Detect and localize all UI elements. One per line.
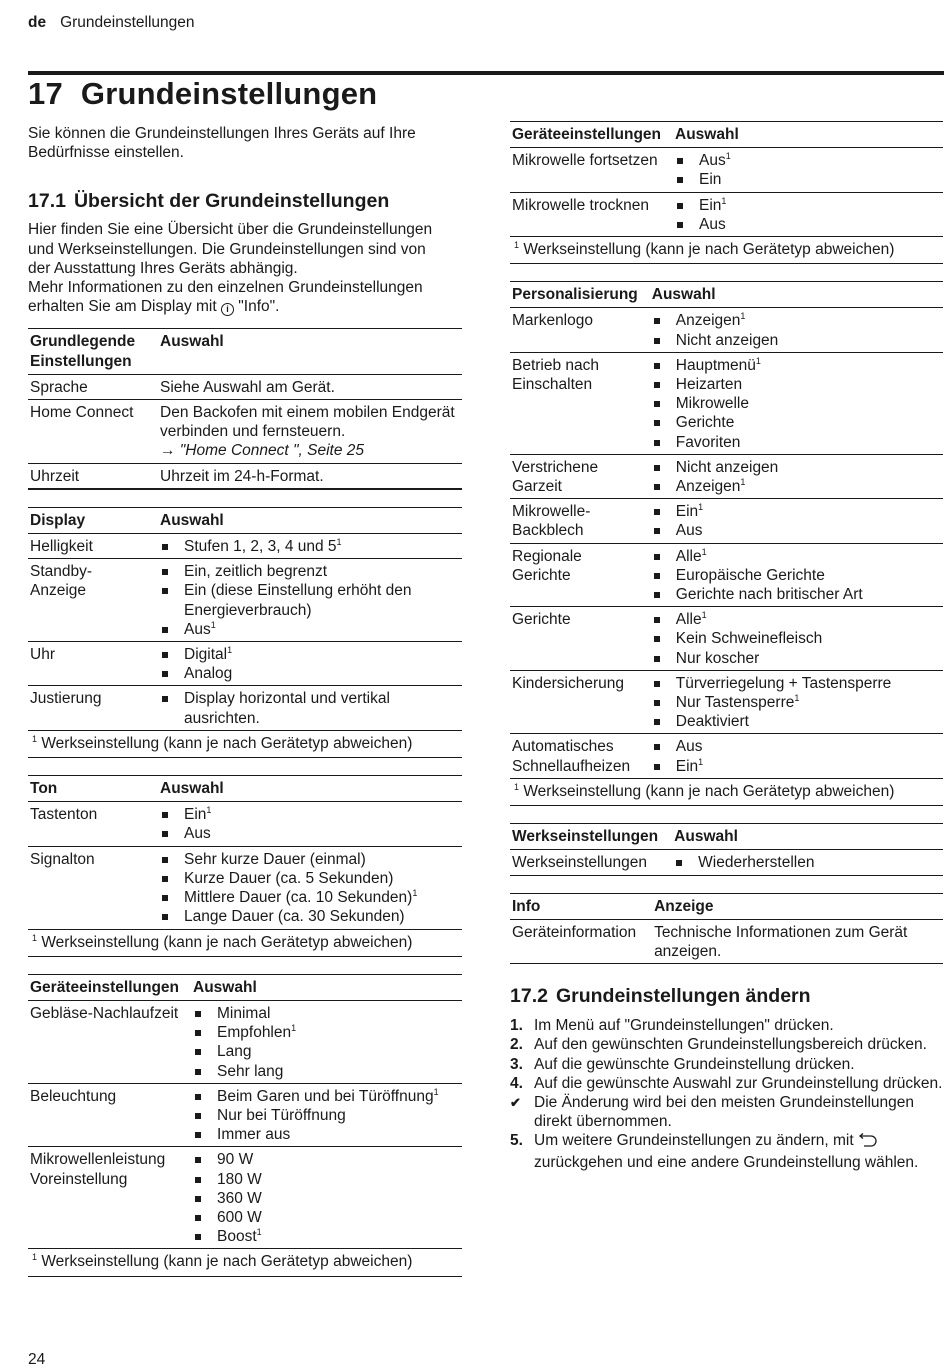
table-row: Betrieb nach Einschalten Hauptmenü$^1$ Heizarten Mikrowelle Gerichte Favoriten: [510, 352, 943, 454]
section-17-2-title: 17.2 Grundeinstellungen ändern: [510, 985, 811, 1008]
list-item: 5. Um weitere Grundeinstellungen zu ändern, mit zurückgehen und eine andere Grundeinstellung wählen.: [510, 1132, 919, 1171]
chapter-title: 17 Grundeinstellungen: [28, 76, 378, 111]
section-17-1-text: Hier finden Sie eine Übersicht über die Grundeinstellungen und Werkseinstellungen. Die Grundeinstellungen sind von der Ausstattung Ihres Geräts abhängig.: [28, 221, 433, 277]
table-row: Sprache Siehe Auswahl am Gerät.: [28, 374, 462, 399]
table-header: Anzeige: [654, 897, 714, 915]
table-header: Geräteeinstellungen: [30, 978, 180, 996]
table-row: Uhr Digital$^1$ Analog: [28, 642, 462, 686]
table-row: Uhrzeit Uhrzeit im 24-h-Format.: [28, 463, 462, 488]
table-header: Info: [512, 897, 541, 915]
table-row: Markenlogo Anzeigen$^1$ Nicht anzeigen: [510, 308, 943, 352]
table-row: Mikrowelle fortsetzen Aus$^1$ Ein: [510, 148, 943, 192]
table-sound: [28, 775, 462, 957]
page-number: 24: [28, 1351, 46, 1368]
table-row: Mikrowelle-Backblech Ein$^1$ Aus: [510, 499, 943, 543]
table-row: Beleuchtung Beim Garen und bei Türöffnung$^1$ Nur bei Türöffnung Immer aus: [28, 1083, 462, 1147]
table-row: Werkseinstellungen Wiederherstellen: [510, 850, 943, 875]
table-header: Auswahl: [160, 511, 224, 529]
list-item: 2. Auf den gewünschten Grundeinstellungsbereich drücken.: [510, 1036, 927, 1054]
table-header: Geräteeinstellungen: [512, 126, 662, 143]
table-row: Automatisches Schnellaufheizen Aus Ein$^1$: [510, 734, 943, 778]
table-row: Verstrichene Garzeit Nicht anzeigen Anzeigen$^1$: [510, 454, 943, 498]
footnote: $^1$ Werkseinstellung (kann je nach Gerätetyp abweichen): [28, 1248, 462, 1276]
table-display: [28, 507, 462, 758]
steps-list: [510, 1016, 943, 1172]
chapter-rule: [28, 71, 944, 75]
table-row: Gebläse-Nachlaufzeit Minimal Empfohlen$^1$ Lang Sehr lang: [28, 1000, 462, 1083]
left-column: [28, 76, 462, 1294]
table-row: Home Connect Den Backofen mit einem mobilen Endgerät verbinden und fernsteuern. → "Home Connect ", Seite 25: [28, 400, 462, 464]
table-header: Auswahl: [193, 978, 257, 996]
table-header: Ton: [30, 780, 58, 798]
header-language: de: [28, 14, 47, 31]
table-header: Auswahl: [675, 126, 739, 143]
section-17-1-title: 17.1 Übersicht der Grundeinstellungen: [28, 190, 390, 213]
list-item: 1. Im Menü auf "Grundeinstellungen" drücken.: [510, 1017, 834, 1035]
info-hint-text: Mehr Informationen zu den einzelnen Grundeinstellungen erhalten Sie am Display mit i "Info".: [28, 279, 423, 316]
table-header: Auswahl: [651, 286, 716, 304]
footnote: $^1$ Werkseinstellung (kann je nach Gerätetyp abweichen): [28, 929, 462, 957]
table-row: Tastenton Ein$^1$ Aus: [28, 802, 462, 846]
table-row: Mikrowellenleistung Voreinstellung 90 W 180 W 360 W 600 W Boost$^1$: [28, 1147, 462, 1249]
footnote: $^1$ Werkseinstellung (kann je nach Gerätetyp abweichen): [28, 730, 462, 758]
table-header: Display: [30, 511, 86, 529]
back-icon: [858, 1133, 878, 1152]
table-row: Justierung Display horizontal und vertikal ausrichten.: [28, 686, 462, 730]
footnote: $^1$ Werkseinstellung (kann je nach Gerätetyp abweichen): [510, 778, 943, 806]
table-basic-settings: [28, 328, 462, 489]
cross-reference-link[interactable]: "Home Connect ", Seite 25: [175, 442, 364, 460]
table-row: Standby-Anzeige Ein, zeitlich begrenzt Ein (diese Einstellung erhöht den Energieverbrauch) Aus$^1$: [28, 559, 462, 642]
footnote: $^1$ Werkseinstellung (kann je nach Gerätetyp abweichen): [510, 236, 943, 264]
table-device-settings-1: [28, 974, 462, 1277]
table-row: Geräteinformation Technische Informationen zum Gerät anzeigen.: [510, 919, 943, 963]
arrow-icon: →: [160, 442, 176, 460]
table-header: Auswahl: [674, 828, 738, 846]
header-title: Grundeinstellungen: [60, 14, 195, 31]
list-item: 4. Auf die gewünschte Auswahl zur Grundeinstellung drücken.: [510, 1074, 943, 1092]
table-row: Regionale Gerichte Alle$^1$ Europäische Gerichte Gerichte nach britischer Art: [510, 543, 943, 607]
table-row: Gerichte Alle$^1$ Kein Schweinefleisch Nur koscher: [510, 607, 943, 671]
table-row: Helligkeit Stufen 1, 2, 3, 4 und $5^1$: [28, 534, 462, 559]
chapter-intro: Sie können die Grundeinstellungen Ihres Geräts auf Ihre Bedürfnisse einstellen.: [28, 125, 416, 162]
table-personalisation: [510, 281, 943, 806]
table-row: Mikrowelle trocknen Ein$^1$ Aus: [510, 192, 943, 236]
list-item: 3. Auf die gewünschte Grundeinstellung drücken.: [510, 1055, 855, 1073]
info-icon: i: [221, 303, 234, 316]
table-header: Werkseinstellungen: [512, 828, 659, 846]
running-header: [28, 13, 195, 32]
table-header: Grundlegende Einstellungen: [30, 333, 136, 370]
check-icon: ✔: [510, 1094, 521, 1110]
table-header: Auswahl: [160, 333, 224, 351]
right-column: [510, 121, 943, 1172]
list-item: ✔ Die Änderung wird bei den meisten Grundeinstellungen direkt übernommen.: [510, 1093, 914, 1131]
table-row: Signalton Sehr kurze Dauer (einmal) Kurze Dauer (ca. 5 Sekunden) Mittlere Dauer (ca. 10 Sekunden)$^1$ Lange Dauer (ca. 30 Sekunden): [28, 846, 462, 928]
table-header: Auswahl: [160, 780, 224, 798]
table-device-settings-2: [510, 121, 943, 264]
table-header: Personalisierung: [512, 286, 638, 304]
table-info: [510, 893, 943, 965]
table-factory-settings: [510, 823, 943, 875]
table-row: Kindersicherung Türverriegelung + Tastensperre Nur Tastensperre$^1$ Deaktiviert: [510, 670, 943, 734]
